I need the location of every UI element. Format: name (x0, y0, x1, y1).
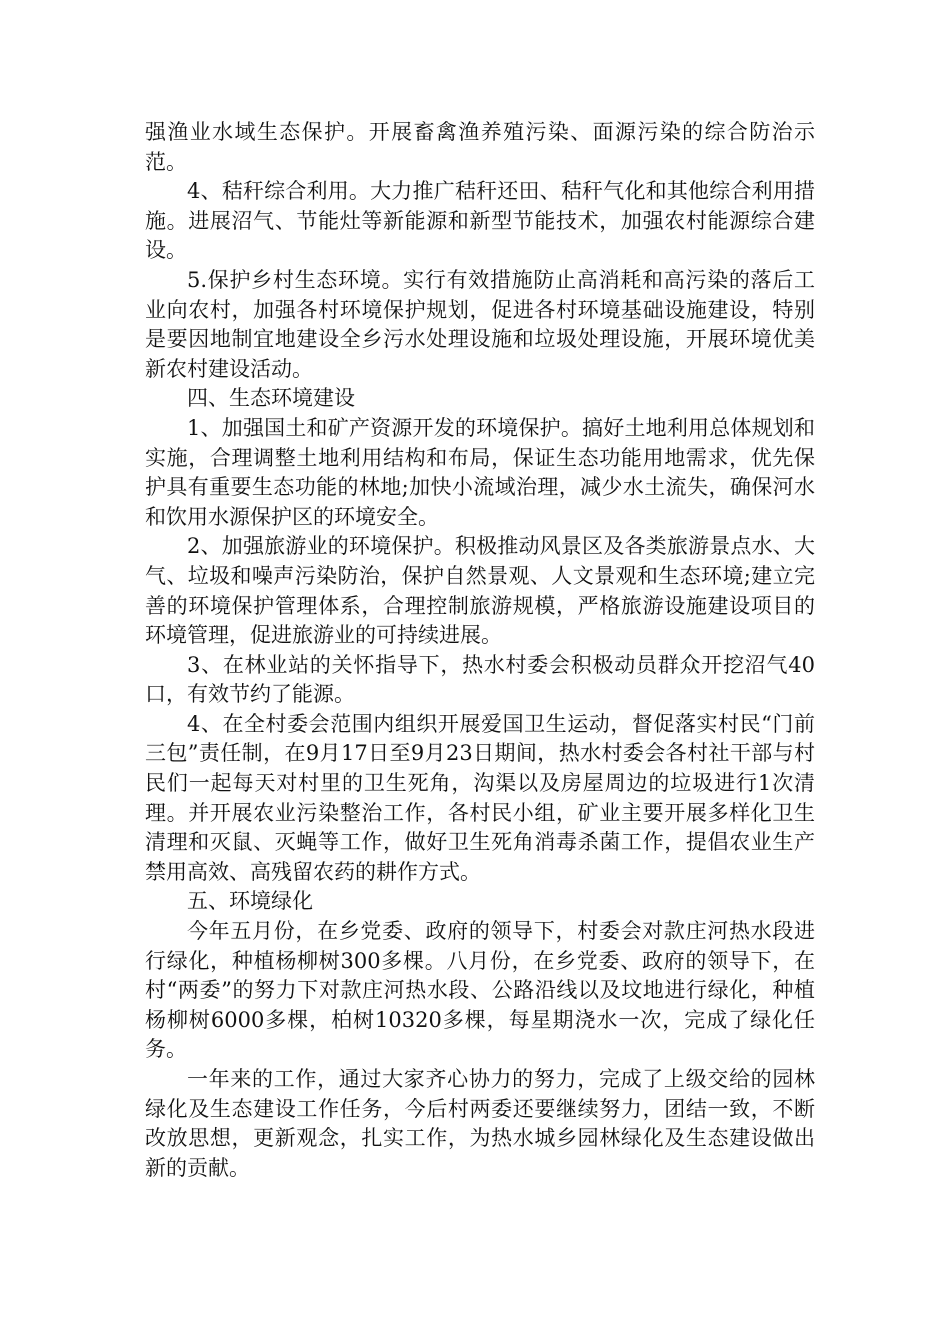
section-heading-ecology: 四、生态环境建设 (187, 386, 355, 411)
paragraph-tourism: 2、加强旅游业的环境保护。积极推动风景区及各类旅游景点水、大气、垃圾和噪声污染防治，保护自然景观、人文景观和生态环境;建立完善的环境保护管理体系，合理控制旅游规模，严格旅游设施建设项目的环境管理，促进旅游业的可持续进展。 (145, 534, 815, 648)
paragraph-greening: 今年五月份，在乡党委、政府的领导下，村委会对款庄河热水段进行绿化，种植杨柳树300多棵。八月份，在乡党委、政府的领导下，在村“两委”的努力下对款庄河热水段、公路沿线以及坟地进行绿化，种植杨柳树6000多棵，柏树10320多棵，每星期浇水一次，完成了绿化任务。 (145, 919, 815, 1062)
paragraph-rural-environment: 5.保护乡村生态环境。实行有效措施防止高消耗和高污染的落后工业向农村，加强各村环境保护规划，促进各村环境基础设施建设，特别是要因地制宜地建设全乡污水处理设施和垃圾处理设施，开展环境优美新农村建设活动。 (145, 267, 815, 381)
paragraph-sanitation: 4、在全村委会范围内组织开展爱国卫生运动，督促落实村民“门前三包”责任制，在9月17日至9月23日期间，热水村委会各村社干部与村民们一起每天对村里的卫生死角，沟渠以及房屋周边的垃圾进行1次清理。并开展农业污染整治工作，各村民小组，矿业主要开展多样化卫生清理和灭鼠、灭蝇等工作，做好卫生死角消毒杀菌工作，提倡农业生产禁用高效、高残留农药的耕作方式。 (145, 711, 815, 884)
paragraph-conclusion: 一年来的工作，通过大家齐心协力的努力，完成了上级交给的园林绿化及生态建设工作任务，今后村两委还要继续努力，团结一致，不断改放思想，更新观念，扎实工作，为热水城乡园林绿化及生态建设做出新的贡献。 (145, 1067, 815, 1180)
document-page (145, 118, 815, 1183)
section-heading-greening: 五、环境绿化 (187, 889, 313, 914)
paragraph-continuation: 强渔业水域生态保护。开展畜禽渔养殖污染、面源污染的综合防治示范。 (145, 120, 815, 174)
paragraph-land-resources: 1、加强国土和矿产资源开发的环境保护。搞好土地利用总体规划和实施，合理调整土地利用结构和布局，保证生态功能用地需求，优先保护具有重要生态功能的林地;加快小流域治理，减少水土流失，确保河水和饮用水源保护区的环境安全。 (145, 415, 815, 529)
paragraph-straw-utilization: 4、秸秆综合利用。大力推广秸秆还田、秸秆气化和其他综合利用措施。进展沼气、节能灶等新能源和新型节能技术，加强农村能源综合建设。 (145, 179, 815, 263)
paragraph-biogas: 3、在林业站的关怀指导下，热水村委会积极动员群众开挖沼气40口，有效节约了能源。 (145, 652, 815, 707)
